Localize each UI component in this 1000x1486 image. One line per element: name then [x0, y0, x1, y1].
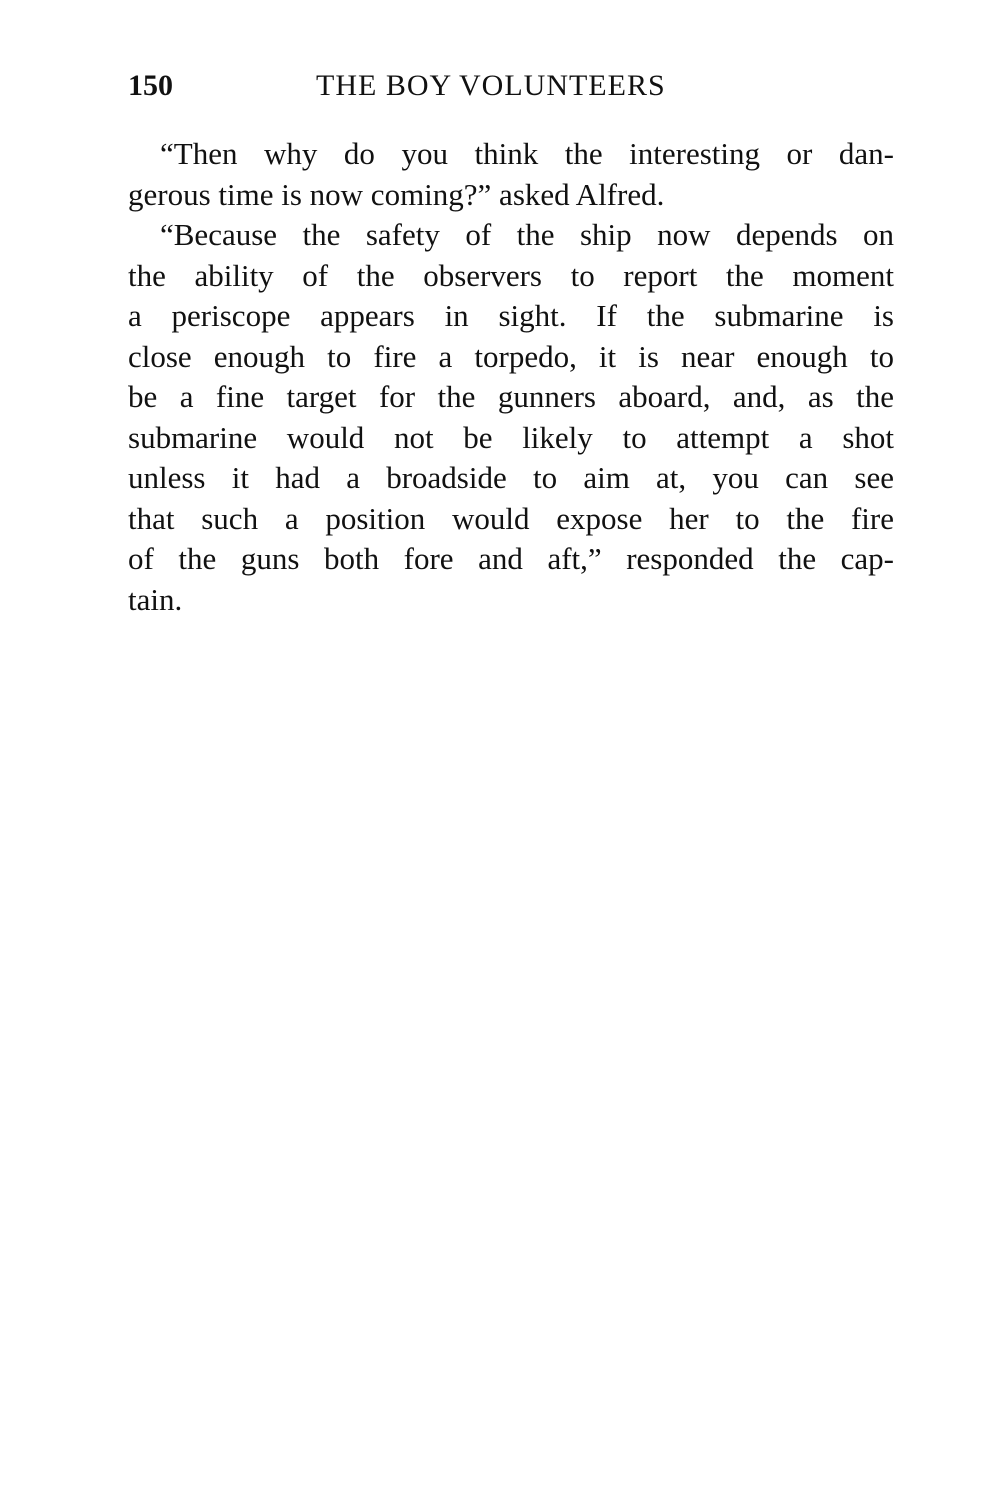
- text-line: “Then why do you think the interesting or dan-: [160, 136, 894, 171]
- body-text: [128, 134, 894, 620]
- text-line: the ability of the observers to report the moment: [128, 257, 894, 293]
- paragraph: [128, 134, 894, 215]
- page-number: 150: [128, 69, 173, 102]
- text-line: that such a position would expose her to the fire: [128, 500, 894, 536]
- text-line: close enough to fire a torpedo, it is near enough to: [128, 338, 894, 374]
- text-line: gerous time is now coming?” asked Alfred.: [128, 176, 665, 212]
- paragraph: [128, 215, 894, 620]
- text-line: unless it had a broadside to aim at, you can see: [128, 460, 894, 495]
- page-header: [128, 64, 894, 108]
- text-line: “Because the safety of the ship now depends on: [160, 217, 894, 252]
- text-line: a periscope appears in sight. If the submarine is: [128, 298, 894, 333]
- running-title: THE BOY VOLUNTEERS: [316, 69, 666, 102]
- text-line: be a fine target for the gunners aboard, and, as the: [128, 379, 894, 414]
- text-line: of the guns both fore and aft,” responded the cap-: [128, 541, 894, 576]
- text-line: tain.: [128, 581, 183, 617]
- text-line: submarine would not be likely to attempt a shot: [128, 419, 894, 455]
